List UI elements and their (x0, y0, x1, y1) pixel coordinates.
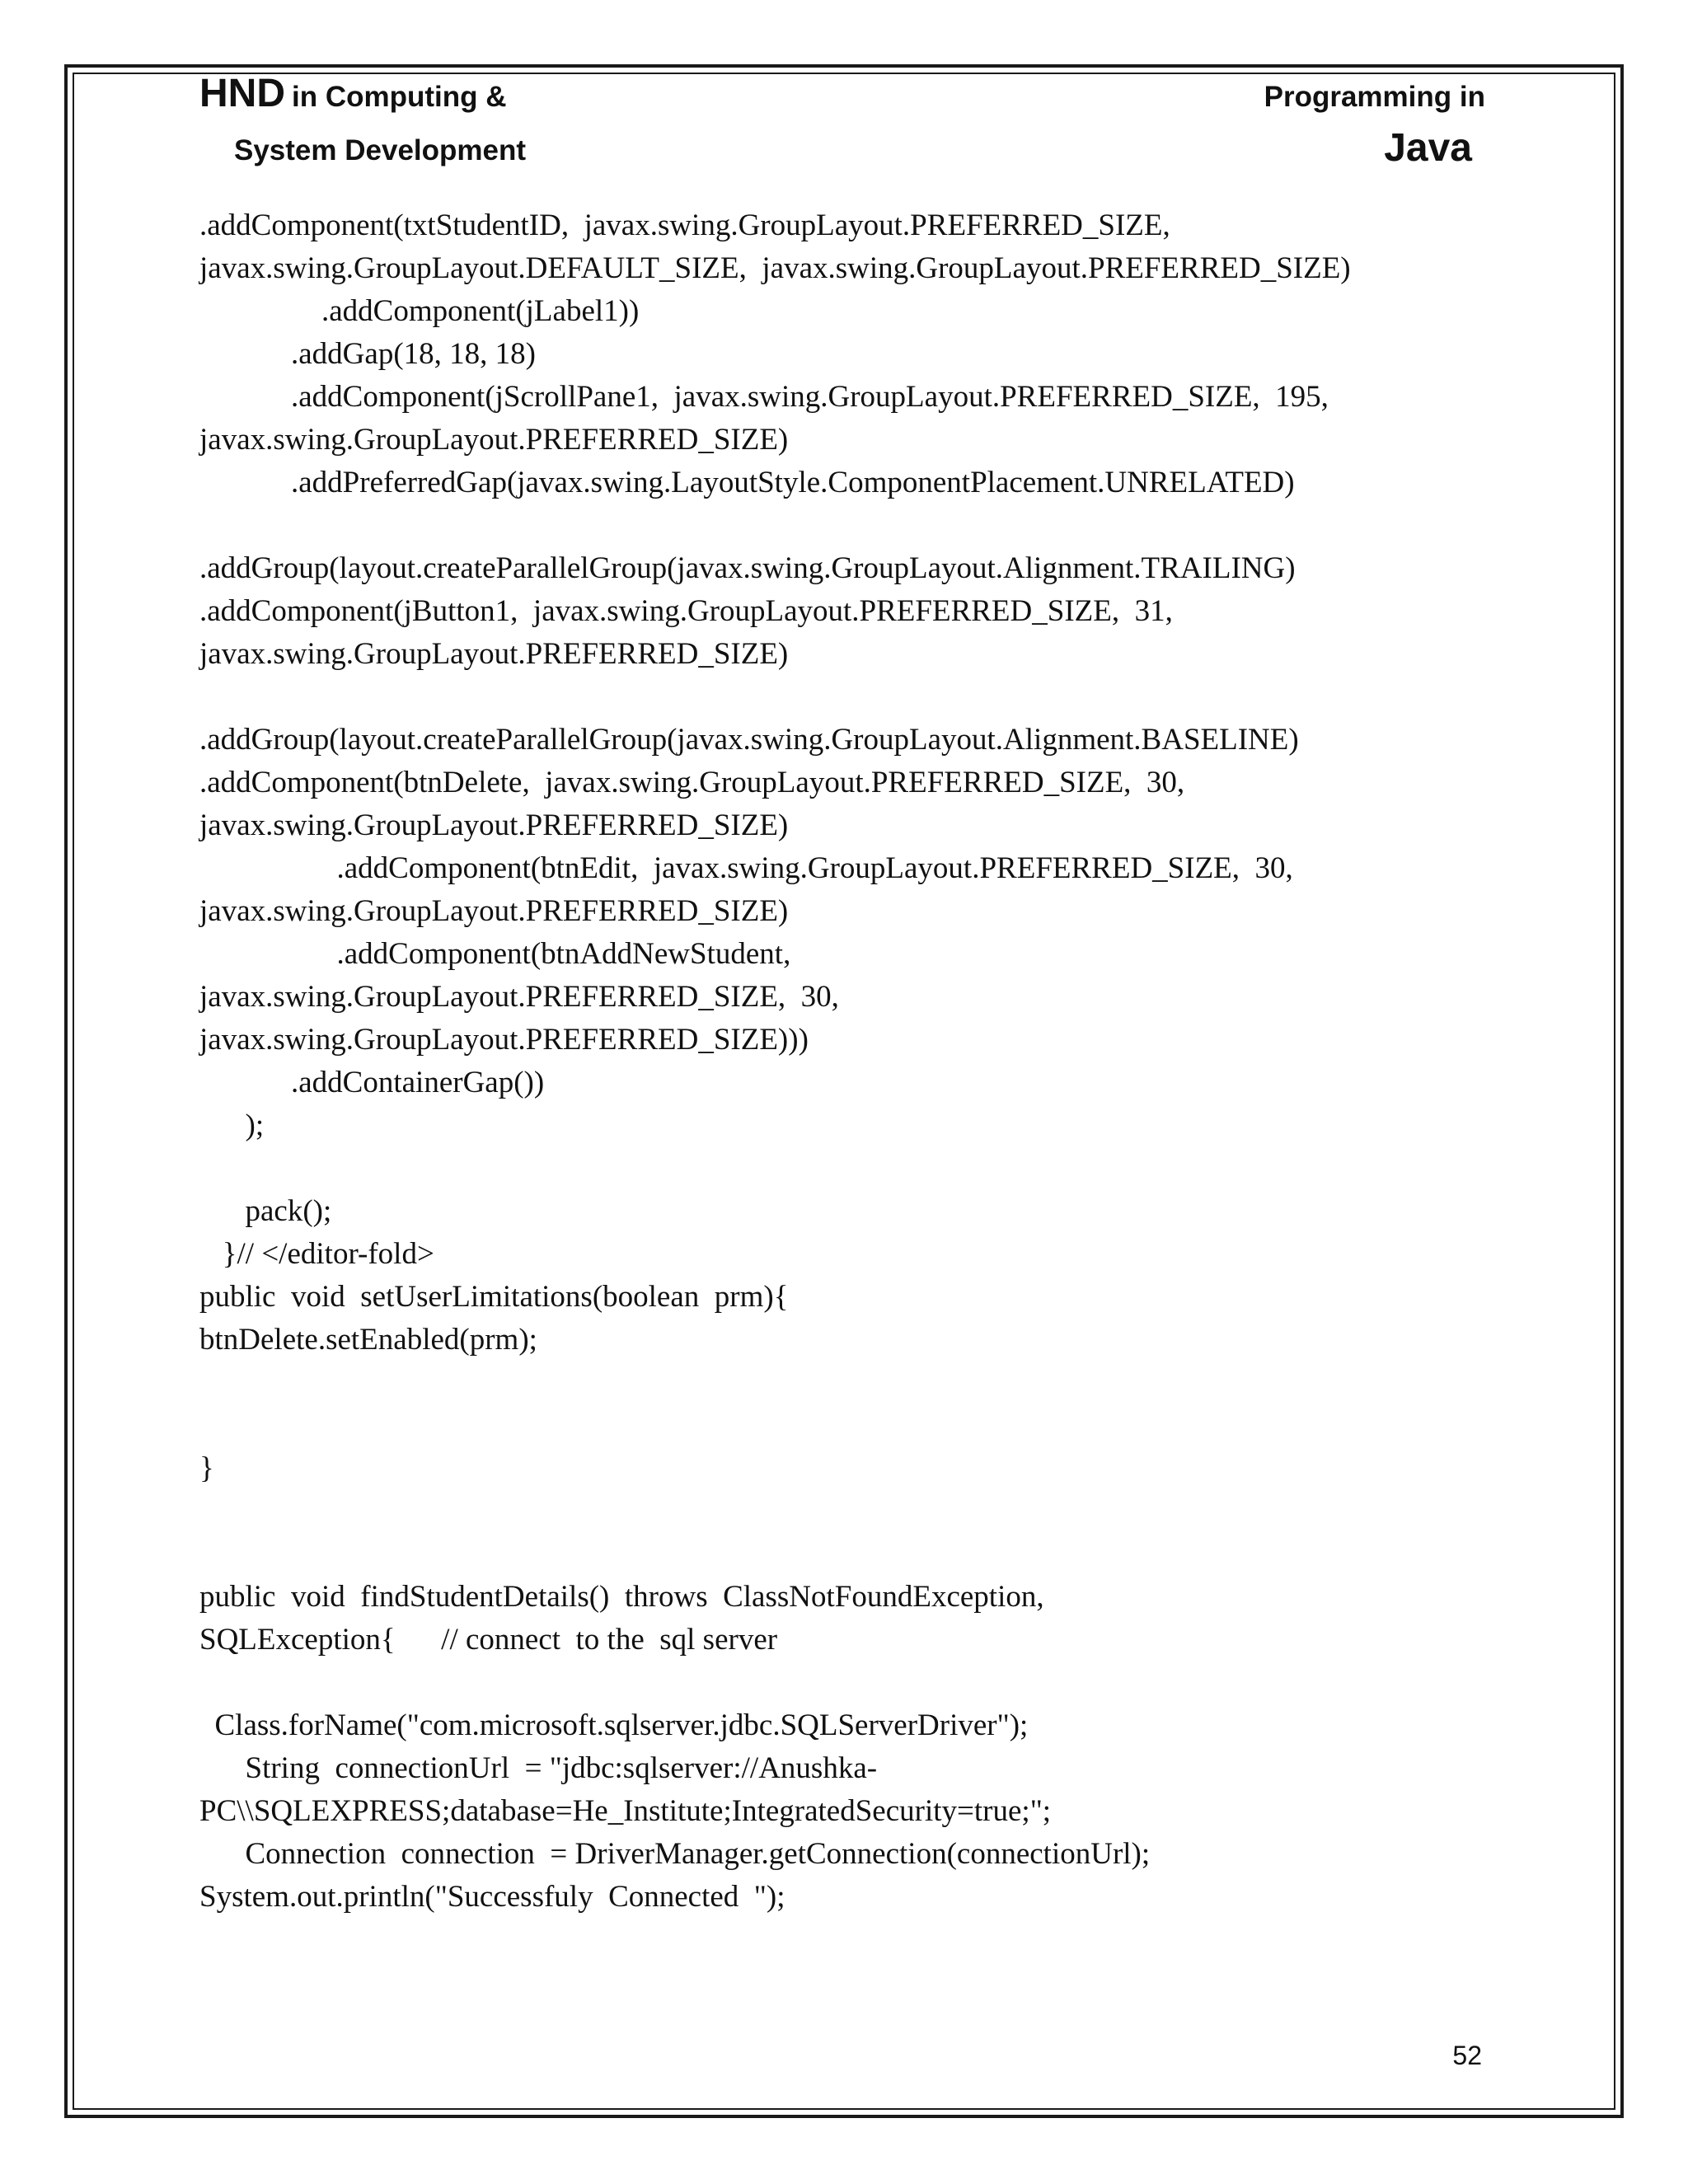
header-course-title (199, 71, 507, 116)
code-listing (199, 204, 1351, 1919)
code-line (199, 1147, 1351, 1190)
code-line: SQLException{ // connect to the sql server (199, 1623, 778, 1657)
code-line: ); (199, 1108, 265, 1142)
code-line: System.out.println("Successfuly Connected "); (199, 1880, 785, 1914)
code-line: .addPreferredGap(javax.swing.LayoutStyle.ComponentPlacement.UNRELATED) (199, 466, 1295, 499)
code-line (199, 1533, 1351, 1576)
header-in-computing: in Computing & (292, 81, 507, 113)
code-line: pack(); (199, 1194, 332, 1228)
code-line: javax.swing.GroupLayout.PREFERRED_SIZE))) (199, 1023, 809, 1057)
code-line: .addGroup(layout.createParallelGroup(javax.swing.GroupLayout.Alignment.TRAILING) (199, 551, 1296, 585)
code-line: String connectionUrl = "jdbc:sqlserver://Anushka- (199, 1751, 878, 1785)
page-number: 52 (1452, 2041, 1482, 2070)
code-line: .addComponent(jLabel1)) (199, 294, 640, 328)
code-line (199, 1490, 1351, 1533)
code-line: Connection connection = DriverManager.getConnection(connectionUrl); (199, 1837, 1151, 1871)
code-line: javax.swing.GroupLayout.PREFERRED_SIZE) (199, 423, 789, 457)
code-line (199, 676, 1351, 719)
code-line (199, 1404, 1351, 1447)
code-line: Class.forName("com.microsoft.sqlserver.jdbc.SQLServerDriver"); (199, 1708, 1029, 1742)
header-system-development: System Development (234, 134, 527, 166)
code-line: javax.swing.GroupLayout.DEFAULT_SIZE, javax.swing.GroupLayout.PREFERRED_SIZE) (199, 251, 1351, 285)
code-line: } (199, 1451, 214, 1485)
code-line: public void findStudentDetails() throws ClassNotFoundException, (199, 1580, 1044, 1614)
code-line: .addComponent(btnEdit, javax.swing.GroupLayout.PREFERRED_SIZE, 30, (199, 851, 1293, 885)
code-line: .addComponent(jButton1, javax.swing.GroupLayout.PREFERRED_SIZE, 31, (199, 594, 1173, 628)
code-line: PC\\SQLEXPRESS;database=He_Institute;IntegratedSecurity=true;"; (199, 1794, 1052, 1828)
code-line: .addGap(18, 18, 18) (199, 337, 536, 371)
code-line: .addContainerGap()) (199, 1066, 545, 1099)
code-line (199, 1661, 1351, 1704)
code-line: public void setUserLimitations(boolean prm){ (199, 1280, 789, 1314)
header-programming-in: Programming in (1264, 81, 1485, 113)
code-line: javax.swing.GroupLayout.PREFERRED_SIZE) (199, 808, 789, 842)
header-hnd: HND (199, 72, 285, 115)
code-line: .addComponent(btnAddNewStudent, (199, 937, 791, 971)
code-line: javax.swing.GroupLayout.PREFERRED_SIZE, 30, (199, 980, 839, 1014)
code-line: .addComponent(jScrollPane1, javax.swing.GroupLayout.PREFERRED_SIZE, 195, (199, 380, 1329, 414)
code-line (199, 1361, 1351, 1404)
header-java: Java (1384, 126, 1472, 170)
code-line (199, 504, 1351, 547)
code-line: javax.swing.GroupLayout.PREFERRED_SIZE) (199, 637, 789, 671)
code-line: .addComponent(txtStudentID, javax.swing.GroupLayout.PREFERRED_SIZE, (199, 209, 1170, 242)
code-line: .addGroup(layout.createParallelGroup(javax.swing.GroupLayout.Alignment.BASELINE) (199, 723, 1299, 757)
code-line: }// </editor-fold> (199, 1237, 434, 1271)
code-line: btnDelete.setEnabled(prm); (199, 1323, 537, 1357)
code-line: javax.swing.GroupLayout.PREFERRED_SIZE) (199, 894, 789, 928)
code-line: .addComponent(btnDelete, javax.swing.GroupLayout.PREFERRED_SIZE, 30, (199, 766, 1185, 799)
